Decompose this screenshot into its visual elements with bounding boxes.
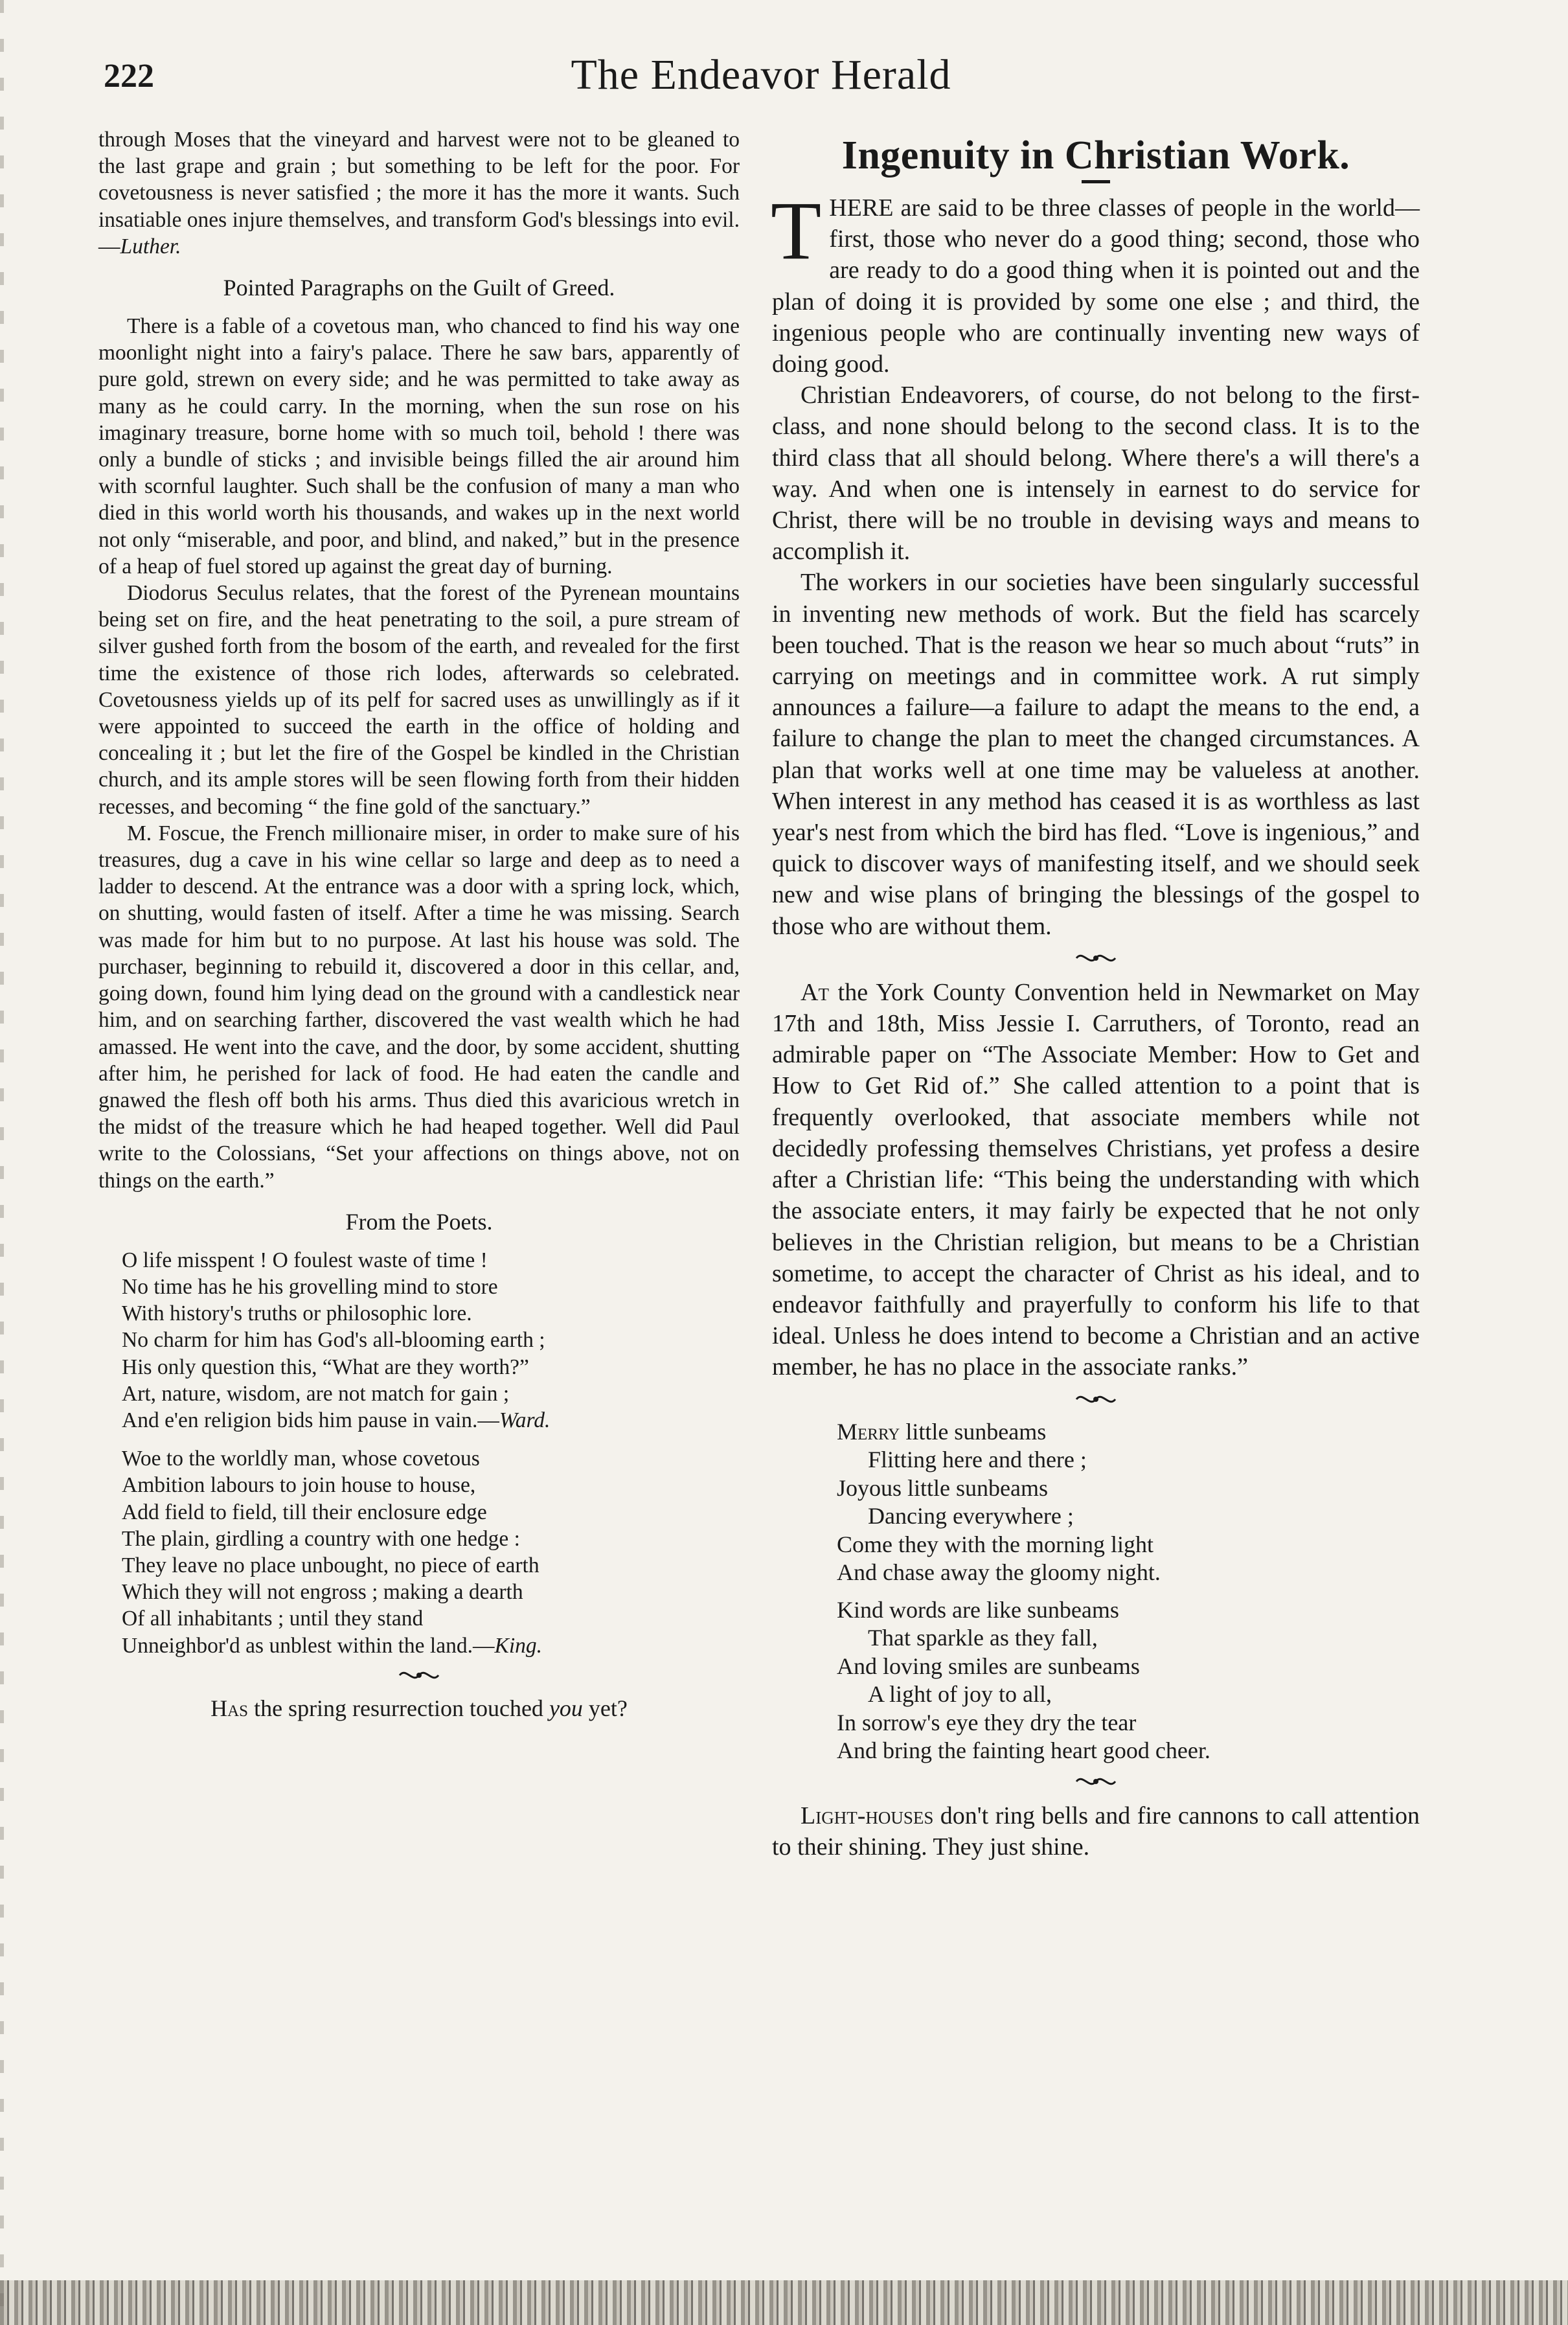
poem-line: A light of joy to all, xyxy=(868,1681,1052,1708)
poem-line: No charm for him has God's all-blooming earth ; xyxy=(122,1328,545,1353)
poem-line: Kind words are like sunbeams xyxy=(837,1596,1119,1623)
title-rule xyxy=(1082,180,1110,183)
paragraph-lighthouses: Light-houses don't ring bells and fire cannons to call attention to their shining. They just shine. xyxy=(772,1802,1420,1861)
poem-line: Woe to the worldly man, whose covetous xyxy=(122,1447,480,1471)
poem-line: No time has he his grovelling mind to store xyxy=(122,1274,498,1299)
article-title: Ingenuity in Christian Work. xyxy=(841,133,1350,178)
paragraph-foscue: M. Foscue, the French millionaire miser, in order to make sure of his treasures, dug a cave in his wine cellar so large and deep as to need a ladder to descend. At the entrance was a door with a spring lock, which, on shutting, would fasten of itself. After a time he was missing. Search was made for him but to no purpose. At last his house was sold. The purchaser, beginning to rebuild it, discovered a door in this cellar, and, going down, found him lying dead on the ground with a candlestick near him, and on searching farther, discovered the vast wealth which he had amassed. He went into the cave, and the door, by some accident, shutting after him, he perished for lack of food. He had eaten the candle and gnawed the flesh off both his arms. Thus died this avaricious wretch in the midst of the treasure which he had heaped together. Well did Paul write to the Colossians, “Set your affections on things above, not on things on the earth.” xyxy=(98,821,740,1193)
poem-line: That sparkle as they fall, xyxy=(868,1625,1098,1651)
poem-sunbeams xyxy=(772,1418,1420,1765)
poem-line: Flitting here and there ; xyxy=(868,1447,1087,1473)
page-header xyxy=(97,51,1425,109)
page-edge-texture xyxy=(0,0,4,2325)
journal-title: The Endeavor Herald xyxy=(571,51,951,98)
poem-line: The plain, girdling a country with one hedge : xyxy=(122,1526,520,1551)
ornament-divider xyxy=(772,948,1420,970)
poem-line: And e'en religion bids him pause in vain.—Ward. xyxy=(122,1408,551,1432)
page-bottom-texture xyxy=(0,2280,1568,2325)
poem-king xyxy=(98,1445,740,1659)
continued-paragraph: through Moses that the vineyard and harvest were not to be gleaned to the last grape and grain ; but something to be left for the poor. For covetousness is never satisfied ; the more it has the more it wants. Such insatiable ones injure themselves, and transform God's blessings into evil.—Luther. xyxy=(98,128,740,258)
paragraph-york-convention: At the York County Convention held in Newmarket on May 17th and 18th, Miss Jessie I. Carruthers, of Toronto, read an admirable paper on “The Associate Member: How to Get and How to Get Rid of.” She called attention to a point that is frequently overlooked, that associate members while not decidedly professing themselves Christians, yet profess a desire after a Christian life: “This being the understanding with which the associate enters, it may fairly be expected that he not only believes in the Christian religion, but means to be a Christian sometime, to accept the character of Christ as his ideal, and to endeavor faithfully and prayerfully to conform his life to that ideal. Unless he does intend to become a Christian and an active member, he has no place in the associate ranks.” xyxy=(772,978,1420,1381)
poem-line: Unneighbor'd as unblest within the land.—King. xyxy=(122,1633,542,1658)
poem-line: Dancing everywhere ; xyxy=(868,1503,1074,1529)
paragraph-diodorus: Diodorus Seculus relates, that the forest of the Pyrenean mountains being set on fire, and the heat penetrating to the soil, a pure stream of silver gushed forth from the bosom of the earth, and revealed for the first time the existence of those rich lodes, afterwards so celebrated. Covetousness yields up of its pelf for sacred uses as unwillingly as if it were appointed to succeed the earth in the office of holding and concealing it ; but let the fire of the Gospel be kindled in the Christian church, and its ample stores will be seen flowing forth from their hidden recesses, and becoming “ the fine gold of the sanctuary.” xyxy=(98,581,740,819)
section-heading-greed: Pointed Paragraphs on the Guilt of Greed. xyxy=(223,275,615,301)
poem-ward xyxy=(98,1247,740,1434)
poem-line: O life misspent ! O foulest waste of time ! xyxy=(122,1248,488,1272)
right-column xyxy=(772,126,1420,1862)
paragraph-fable: There is a fable of a covetous man, who chanced to find his way one moonlight night into a fairy's palace. There he saw bars, apparently of pure gold, strewn on every side; and he was permitted to take away as many as he could carry. In the morning, when the sun rose on his imaginary treasure, borne home with so much toil, behold ! there was only a bundle of sticks ; and invisible beings filled the air around him with scornful laughter. Such shall be the confusion of many a man who died in this world worth his thousands, and wakes up in the next world not only “miserable, and poor, and blind, and naked,” but in the presence of a heap of fuel stored up against the great day of burning. xyxy=(98,314,740,578)
ornament-icon xyxy=(1073,948,1119,968)
poem-line: Come they with the morning light xyxy=(837,1531,1153,1557)
poem-line: Ambition labours to join house to house, xyxy=(122,1473,476,1498)
ornament-icon xyxy=(1073,1772,1119,1791)
poem-line: Art, nature, wisdom, are not match for gain ; xyxy=(122,1381,510,1406)
ornament-divider xyxy=(772,1772,1420,1794)
paragraph-ruts: The workers in our societies have been singularly successful in inventing new methods of work. But the field has scarcely been touched. That is the reason we hear so much about “ruts” in carrying on meetings and in committee work. A rut simply announces a failure—a failure to adapt the means to the end, a failure to change the plan to meet the changed circumstances. A plan that works well at one time may be valueless at another. When interest in any method has ceased it is as worthless as last year's nest from which the bird has fled. “Love is ingenious,” and quick to discover ways of manifesting itself, and we should seek new and wise plans of bringing the blessings of the gospel to those who are without them. xyxy=(772,569,1420,940)
ornament-icon xyxy=(396,1666,442,1685)
stanza-gap xyxy=(837,1587,1420,1596)
poem-line: Add field to field, till their enclosure edge xyxy=(122,1500,487,1524)
poem-author: King. xyxy=(494,1633,542,1658)
ornament-divider xyxy=(98,1666,740,1688)
poem-line: And bring the fainting heart good cheer. xyxy=(837,1737,1210,1764)
drop-cap: T xyxy=(771,185,822,277)
poem-line: Which they will not engross ; making a dearth xyxy=(122,1580,523,1605)
closing-question: Has the spring resurrection touched you yet? xyxy=(210,1695,628,1721)
poem-line: Merry little sunbeams xyxy=(837,1418,1047,1445)
poem-line: With history's truths or philosophic lore. xyxy=(122,1301,472,1326)
poem-line: And chase away the gloomy night. xyxy=(837,1559,1161,1586)
author-attribution: Luther. xyxy=(120,234,181,258)
poem-line: And loving smiles are sunbeams xyxy=(837,1653,1140,1679)
left-column xyxy=(98,126,740,1723)
ornament-icon xyxy=(1073,1390,1119,1409)
poem-author: Ward. xyxy=(499,1408,551,1432)
poem-line: Of all inhabitants ; until they stand xyxy=(122,1607,424,1631)
section-heading-poets: From the Poets. xyxy=(345,1208,493,1235)
stanza-gap xyxy=(98,1434,740,1443)
page-number: 222 xyxy=(104,58,154,95)
ornament-divider xyxy=(772,1390,1420,1412)
poem-line: In sorrow's eye they dry the tear xyxy=(837,1709,1137,1735)
paragraph-endeavorers: Christian Endeavorers, of course, do not belong to the first-class, and none should belong to the second class. It is to the third class that all should belong. Where there's a will there's a way. And when one is intensely in earnest to do service for Christ, there will be no trouble in devising ways and means to accomplish it. xyxy=(772,382,1420,566)
poem-line: They leave no place unbought, no piece of earth xyxy=(122,1553,540,1577)
poem-line: Joyous little sunbeams xyxy=(837,1474,1048,1501)
poem-line: His only question this, “What are they worth?” xyxy=(122,1355,529,1379)
paragraph-three-classes: THERE are said to be three classes of people in the world—first, those who never do a good thing; second, those who are ready to do a good thing when it is pointed out and the plan of doing it is provided by some one else ; and third, the ingenious people who are continually inventing new ways of doing good. xyxy=(771,185,1420,378)
